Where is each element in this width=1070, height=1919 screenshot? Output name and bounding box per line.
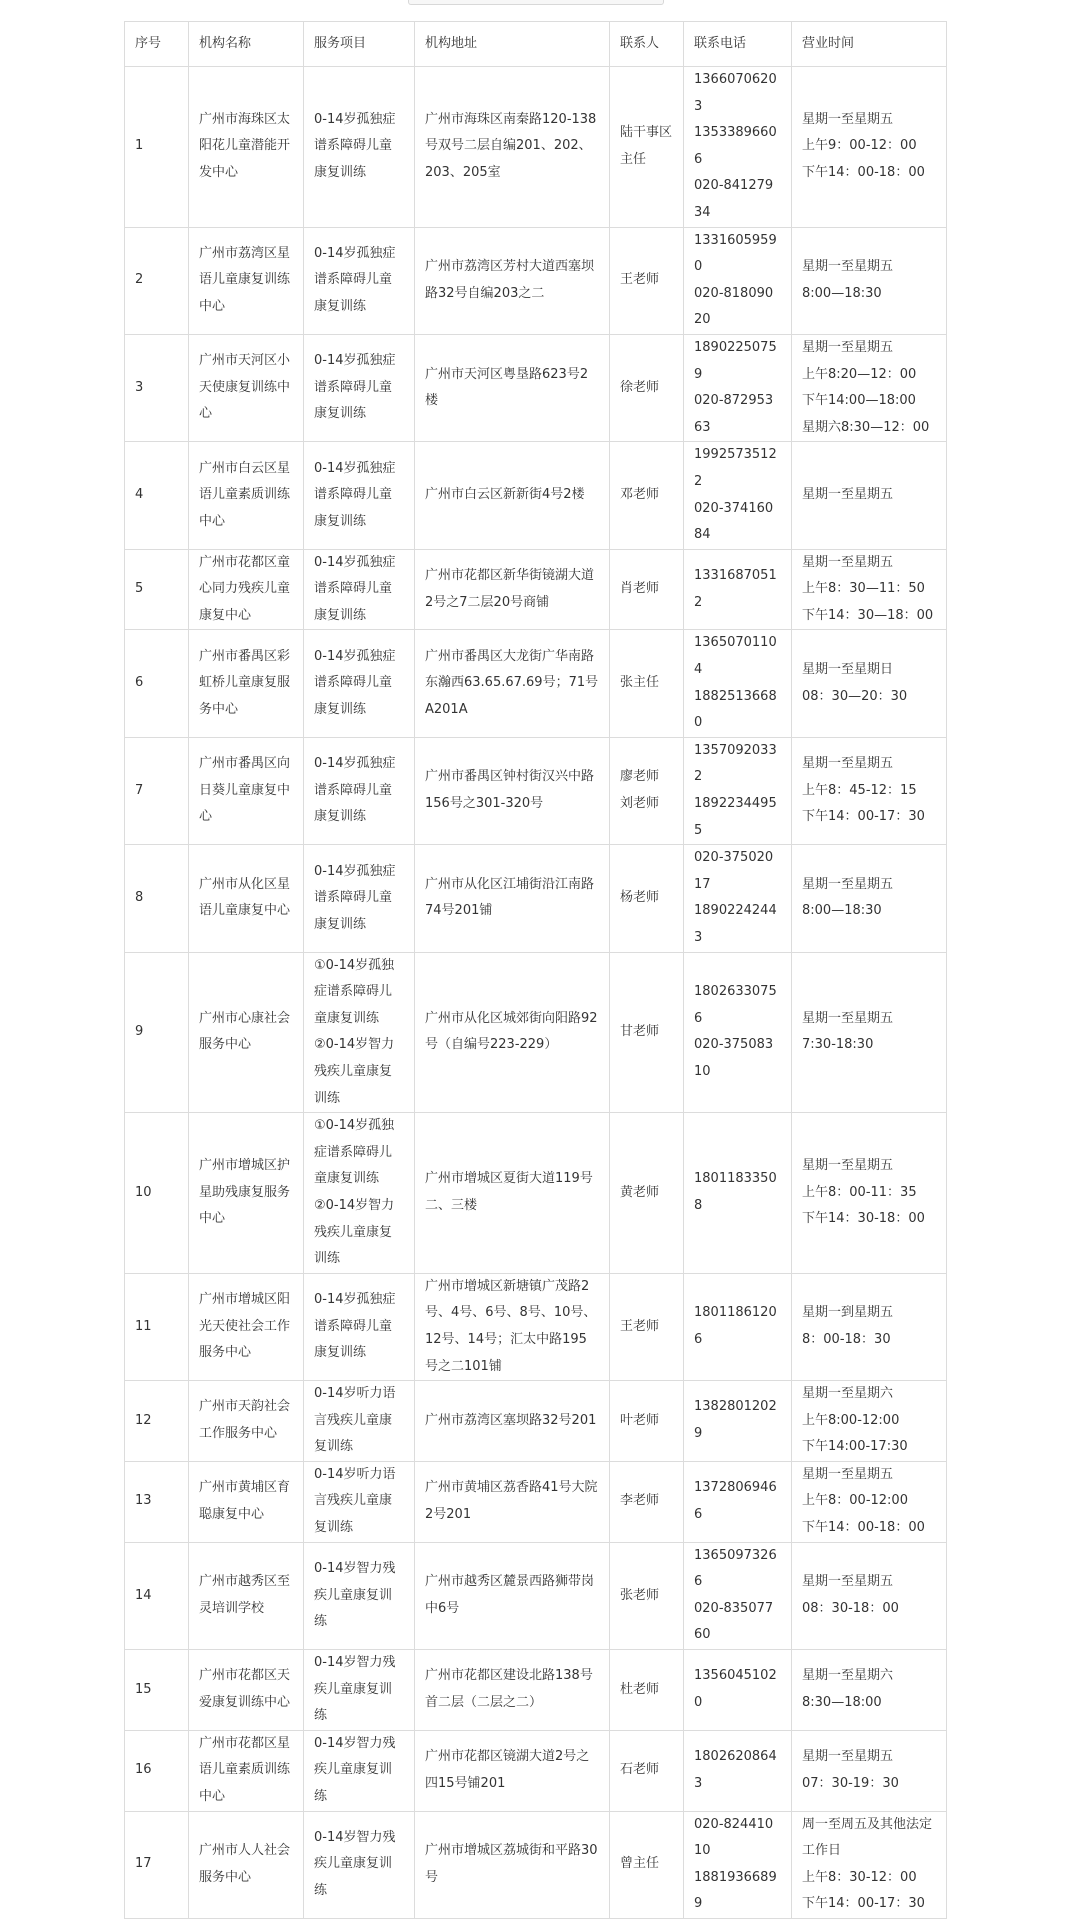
cell-address: 广州市番禺区大龙街广华南路东瀚西63.65.67.69号；71号A201A [415,630,610,737]
cell-phone: 18026330756 020-37508310 [684,952,792,1113]
cell-name: 广州市海珠区太阳花儿童潜能开发中心 [189,67,304,228]
cell-hours: 星期一至星期五 上午8：45-12：15 下午14：00-17：30 [792,737,947,844]
cell-contact: 王老师 [610,227,684,334]
cell-service: 0-14岁孤独症谱系障碍儿童康复训练 [304,737,415,844]
table-row [125,630,947,737]
cell-phone: 020-82441010 18819366899 [684,1811,792,1918]
cell-phone: 18902250759 020-87295363 [684,334,792,441]
cell-hours: 星期一至星期六 上午8:00-12:00 下午14:00-17:30 [792,1381,947,1462]
cell-hours: 星期一至星期五 8:00—18:30 [792,845,947,952]
table-row [125,549,947,630]
cell-name: 广州市番禺区彩虹桥儿童康复服务中心 [189,630,304,737]
cell-service: 0-14岁智力残疾儿童康复训练 [304,1542,415,1649]
header-phone: 联系电话 [684,22,792,67]
cell-address: 广州市天河区粤垦路623号2楼 [415,334,610,441]
cell-hours: 星期一至星期五 上午9：00-12：00 下午14：00-18：00 [792,67,947,228]
cell-name: 广州市白云区星语儿童素质训练中心 [189,442,304,549]
cell-name: 广州市花都区天爱康复训练中心 [189,1650,304,1731]
cell-index: 2 [125,227,189,334]
cell-name: 广州市越秀区至灵培训学校 [189,1542,304,1649]
cell-phone: 020-37502017 18902242443 [684,845,792,952]
cell-index: 6 [125,630,189,737]
table-row [125,1542,947,1649]
cell-contact: 杨老师 [610,845,684,952]
cell-phone: 19925735122 020-37416084 [684,442,792,549]
cell-hours: 星期一至星期五 上午8:20—12：00 下午14:00—18:00 星期六8:30—12：00 [792,334,947,441]
cell-hours: 周一至周五及其他法定工作日 上午8：30-12：00 下午14：00-17：30 [792,1811,947,1918]
cell-hours: 星期一到星期五 8：00-18：30 [792,1273,947,1380]
cell-phone: 13316870512 [684,549,792,630]
cell-service: ①0-14岁孤独症谱系障碍儿童康复训练 ②0-14岁智力残疾儿童康复训练 [304,1113,415,1274]
cell-service: 0-14岁智力残疾儿童康复训练 [304,1811,415,1918]
table-row [125,1650,947,1731]
cell-phone: 13650701104 18825136680 [684,630,792,737]
cell-index: 11 [125,1273,189,1380]
cell-contact: 杜老师 [610,1650,684,1731]
header-service: 服务项目 [304,22,415,67]
cell-contact: 黄老师 [610,1113,684,1274]
cell-name: 广州市天河区小天使康复训练中心 [189,334,304,441]
table-row [125,442,947,549]
cell-address: 广州市花都区新华街镜湖大道2号之7二层20号商铺 [415,549,610,630]
cell-index: 15 [125,1650,189,1731]
cell-contact: 肖老师 [610,549,684,630]
cell-name: 广州市荔湾区星语儿童康复训练中心 [189,227,304,334]
cell-name: 广州市人人社会服务中心 [189,1811,304,1918]
cell-address: 广州市黄埔区荔香路41号大院2号201 [415,1461,610,1542]
cell-hours: 星期一至星期五 7:30-18:30 [792,952,947,1113]
cell-hours: 星期一至星期日 08：30—20：30 [792,630,947,737]
table-row [125,1730,947,1811]
cell-name: 广州市番禺区向日葵儿童康复中心 [189,737,304,844]
cell-index: 12 [125,1381,189,1462]
table-row [125,1113,947,1274]
header-index: 序号 [125,22,189,67]
header-contact: 联系人 [610,22,684,67]
cell-service: 0-14岁孤独症谱系障碍儿童康复训练 [304,630,415,737]
cell-contact: 陆干事区主任 [610,67,684,228]
cell-address: 广州市增城区荔城街和平路30号 [415,1811,610,1918]
header-hours: 营业时间 [792,22,947,67]
cell-contact: 叶老师 [610,1381,684,1462]
institution-table [124,21,947,1919]
cell-index: 7 [125,737,189,844]
cell-hours: 星期一至星期六 8:30—18:00 [792,1650,947,1731]
table-row [125,1381,947,1462]
cell-service: 0-14岁孤独症谱系障碍儿童康复训练 [304,1273,415,1380]
cell-hours: 星期一至星期五 上午8：00-12:00 下午14：00-18：00 [792,1461,947,1542]
cell-address: 广州市从化区城郊街向阳路92号（自编号223-229） [415,952,610,1113]
cell-address: 广州市从化区江埔街沿江南路74号201铺 [415,845,610,952]
cell-hours: 星期一至星期五 上午8：30—11：50 下午14：30—18：00 [792,549,947,630]
header-address: 机构地址 [415,22,610,67]
cell-service: 0-14岁智力残疾儿童康复训练 [304,1730,415,1811]
cell-name: 广州市花都区童心同力残疾儿童康复中心 [189,549,304,630]
cell-service: 0-14岁孤独症谱系障碍儿童康复训练 [304,845,415,952]
cell-name: 广州市从化区星语儿童康复中心 [189,845,304,952]
table-row [125,1461,947,1542]
header-name: 机构名称 [189,22,304,67]
cell-service: ①0-14岁孤独症谱系障碍儿童康复训练 ②0-14岁智力残疾儿童康复训练 [304,952,415,1113]
cell-contact: 张老师 [610,1542,684,1649]
cell-index: 10 [125,1113,189,1274]
cell-phone: 13560451020 [684,1650,792,1731]
cell-address: 广州市番禺区钟村街汉兴中路156号之301-320号 [415,737,610,844]
cell-phone: 13316059590 020-81809020 [684,227,792,334]
cell-contact: 甘老师 [610,952,684,1113]
cell-index: 17 [125,1811,189,1918]
cell-contact: 邓老师 [610,442,684,549]
cell-phone: 13828012029 [684,1381,792,1462]
cell-index: 14 [125,1542,189,1649]
table-header-row [125,22,947,67]
cell-name: 广州市天韵社会工作服务中心 [189,1381,304,1462]
cell-address: 广州市海珠区南秦路120-138号双号二层自编201、202、203、205室 [415,67,610,228]
cell-phone: 13660706203 13533896606 020-84127934 [684,67,792,228]
table-row [125,227,947,334]
cell-index: 3 [125,334,189,441]
cell-service: 0-14岁听力语言残疾儿童康复训练 [304,1461,415,1542]
cell-phone: 18011833508 [684,1113,792,1274]
cell-name: 广州市增城区阳光天使社会工作服务中心 [189,1273,304,1380]
cell-contact: 张主任 [610,630,684,737]
cell-hours: 星期一至星期五 07：30-19：30 [792,1730,947,1811]
cell-address: 广州市花都区建设北路138号首二层（二层之二） [415,1650,610,1731]
table-row [125,334,947,441]
cell-contact: 李老师 [610,1461,684,1542]
cell-address: 广州市荔湾区芳村大道西塞坝路32号自编203之二 [415,227,610,334]
cell-index: 16 [125,1730,189,1811]
cell-hours: 星期一至星期五 [792,442,947,549]
cell-index: 5 [125,549,189,630]
cell-phone: 18011861206 [684,1273,792,1380]
table-row [125,1811,947,1918]
cell-address: 广州市荔湾区塞坝路32号201 [415,1381,610,1462]
cell-hours: 星期一至星期五 08：30-18：00 [792,1542,947,1649]
table-row [125,952,947,1113]
cell-address: 广州市花都区镜湖大道2号之四15号铺201 [415,1730,610,1811]
cell-address: 广州市白云区新新街4号2楼 [415,442,610,549]
cell-service: 0-14岁孤独症谱系障碍儿童康复训练 [304,549,415,630]
table-row [125,845,947,952]
cell-phone: 13570920332 18922344955 [684,737,792,844]
cell-contact: 徐老师 [610,334,684,441]
table-row [125,1273,947,1380]
cell-address: 广州市增城区夏街大道119号二、三楼 [415,1113,610,1274]
cell-name: 广州市黄埔区育聪康复中心 [189,1461,304,1542]
table-row [125,737,947,844]
cell-service: 0-14岁智力残疾儿童康复训练 [304,1650,415,1731]
cell-contact: 王老师 [610,1273,684,1380]
cell-index: 13 [125,1461,189,1542]
cell-hours: 星期一至星期五 8:00—18:30 [792,227,947,334]
cell-service: 0-14岁听力语言残疾儿童康复训练 [304,1381,415,1462]
cell-name: 广州市增城区护星助残康复服务中心 [189,1113,304,1274]
cell-phone: 13728069466 [684,1461,792,1542]
table-row [125,67,947,228]
top-scroll-bar [408,0,664,5]
cell-phone: 13650973266 020-83507760 [684,1542,792,1649]
cell-service: 0-14岁孤独症谱系障碍儿童康复训练 [304,334,415,441]
cell-contact: 廖老师 刘老师 [610,737,684,844]
cell-phone: 18026208643 [684,1730,792,1811]
cell-name: 广州市心康社会服务中心 [189,952,304,1113]
cell-address: 广州市增城区新塘镇广茂路2号、4号、6号、8号、10号、12号、14号；汇太中路195号之二101铺 [415,1273,610,1380]
cell-index: 4 [125,442,189,549]
cell-service: 0-14岁孤独症谱系障碍儿童康复训练 [304,227,415,334]
cell-service: 0-14岁孤独症谱系障碍儿童康复训练 [304,442,415,549]
cell-index: 8 [125,845,189,952]
cell-name: 广州市花都区星语儿童素质训练中心 [189,1730,304,1811]
cell-service: 0-14岁孤独症谱系障碍儿童康复训练 [304,67,415,228]
cell-index: 1 [125,67,189,228]
cell-hours: 星期一至星期五 上午8：00-11：35 下午14：30-18：00 [792,1113,947,1274]
cell-contact: 曾主任 [610,1811,684,1918]
cell-address: 广州市越秀区麓景西路狮带岗中6号 [415,1542,610,1649]
cell-index: 9 [125,952,189,1113]
cell-contact: 石老师 [610,1730,684,1811]
